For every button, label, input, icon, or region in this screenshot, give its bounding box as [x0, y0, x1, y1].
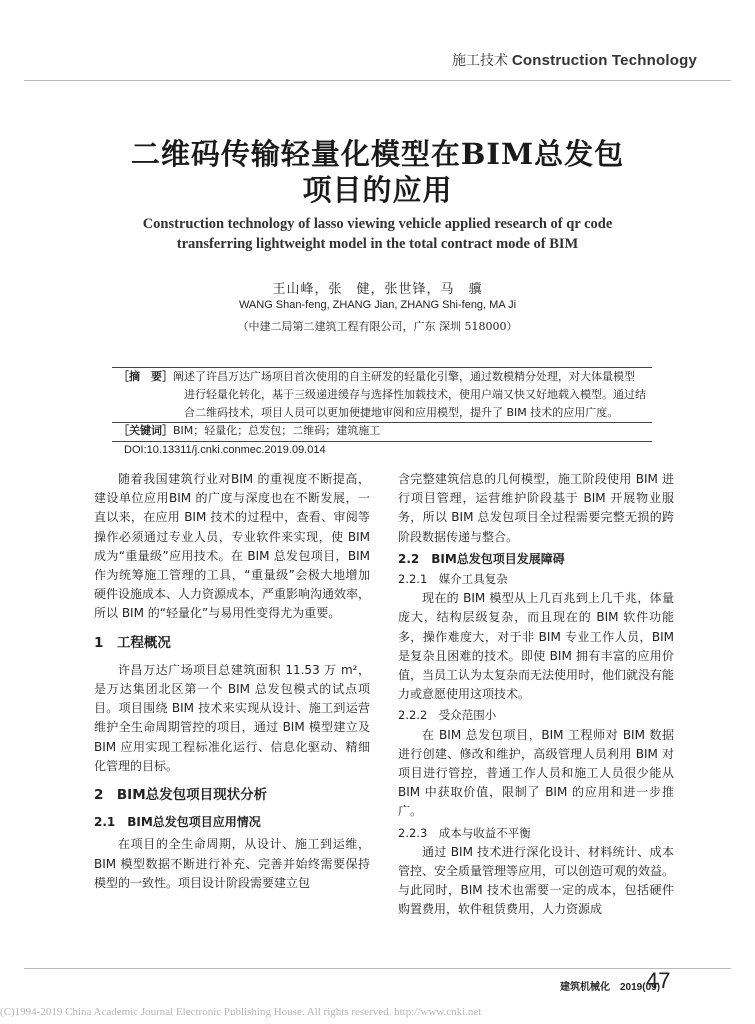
- page-number: 47: [646, 968, 671, 993]
- section-2-2-1-paragraph: 现在的 BIM 模型从上几百兆到上几千兆，体量庞大，结构层级复杂，而且现在的 BIM 软件功能多，操作难度大，对于非 BIM 专业工作人员，BIM 是复杂且困难的技术。即使 BIM 拥有丰富的应用价值，当员工认为太复杂而无法使用时，他们就没有能力或意愿使用这项技术。: [398, 591, 675, 702]
- running-header: [452, 50, 697, 70]
- section-2-1-paragraph: 在项目的全生命周期，从设计、施工到运维，BIM 模型数据不断进行补充、完善并始终需要保持模型的一致性。项目设计阶段需要建立包: [94, 837, 370, 890]
- keywords-label: ［关键词］: [118, 424, 173, 437]
- copyright-watermark: (C)1994-2019 China Academic Journal Electronic Publishing House. All rights reserved. http://www.cnki.net: [0, 1006, 482, 1018]
- footer-rule: [24, 968, 731, 969]
- abstract-line2: 进行轻量化转化，基于三级递进缓存与选择性加载技术，使用户端又快又好地载入模型。通过结: [184, 388, 646, 401]
- intro-paragraph: 随着我国建筑行业对BIM 的重视度不断提高，建设单位应用BIM 的广度与深度也在不断发展，一直以来，在应用 BIM 技术的过程中，查看、审阅等操作必须通过专业人员，专业软件来实现，使 BIM 成为“重量级”应用技术。在 BIM 总发包项目，BIM 作为统筹施工管理的工具，“重量级”会极大地增加硬件设施成本、人力资源成本，严重影响沟通效率，所以 BIM 的“轻量化”与易用性变得尤为重要。: [94, 472, 371, 621]
- section-2-2-heading: 2.2 BIM总发包项目发展障碍: [398, 551, 565, 566]
- continued-paragraph: 含完整建筑信息的几何模型，施工阶段使用 BIM 进行项目管理，运营维护阶段基于 BIM 开展物业服务，所以 BIM 总发包项目全过程需要完整无损的跨阶段数据传递与整合。: [398, 472, 674, 544]
- title-en-line1: Construction technology of lasso viewing vehicle applied research of qr code: [142, 216, 613, 232]
- section-2-heading: 2 BIM总发包项目现状分析: [94, 787, 268, 804]
- title-en-line2: transferring lightweight model in the total contract mode of BIM: [176, 236, 579, 252]
- section-2-2-1-heading: 2.2.1 媒介工具复杂: [398, 572, 508, 587]
- abstract: [118, 368, 654, 422]
- abstract-line1: 阐述了许昌万达广场项目首次使用的自主研发的轻量化引擎，通过数模精分处理，对大体量模型: [173, 370, 635, 383]
- section-1-heading: 1 工程概况: [94, 634, 171, 651]
- title-cn-line2: 项目的应用: [302, 173, 453, 207]
- right-column: [398, 470, 674, 920]
- section-1-paragraph: 许昌万达广场项目总建筑面积 11.53 万 m²，是万达集团北区第一个 BIM 总发包模式的试点项目。项目围绕 BIM 技术来实现从设计、施工到运营维护全生命周期管控的项目，通过 BIM 模型建立及 BIM 应用实现工程标准化运行、信息化驱动、精细化管理的目标。: [94, 662, 370, 773]
- authors-cn: 王山峰，张 健，张世锋，马 骥: [272, 282, 483, 297]
- footer-journal: 建筑机械化 2019(09): [560, 982, 661, 993]
- section-en: Construction Technology: [511, 52, 697, 69]
- title-cn: [0, 136, 755, 208]
- section-2-2-3-heading: 2.2.3 成本与收益不平衡: [398, 825, 531, 840]
- section-2-2-2-heading: 2.2.2 受众范围小: [398, 708, 497, 723]
- section-2-1-heading: 2.1 BIM总发包项目应用情况: [94, 815, 261, 830]
- keywords: [118, 422, 654, 440]
- title-cn-line1: 二维码传输轻量化模型在BIM总发包: [130, 137, 625, 171]
- abstract-bottom-rule: [112, 441, 652, 442]
- affiliation: （中建二局第二建筑工程有限公司，广东 深圳 518000）: [237, 320, 518, 333]
- section-2-2-3-paragraph: 通过 BIM 技术进行深化设计、材料统计、成本管控、安全质量管理等应用，可以创造可观的效益。与此同时，BIM 技术也需要一定的成本，包括硬件购置费用，软件租赁费用，人力资源成: [398, 844, 675, 917]
- section-2-2-2-paragraph: 在 BIM 总发包项目，BIM 工程师对 BIM 数据进行创建、修改和维护，高级管理人员利用 BIM 对项目进行管控，普通工作人员和施工人员很少能从 BIM 中获取价值，限制了 BIM 的应用和进一步推广。: [398, 727, 674, 819]
- left-column: [94, 470, 370, 893]
- authors-en: WANG Shan-feng, ZHANG Jian, ZHANG Shi-feng, MA Ji: [238, 299, 517, 311]
- section-cn: 施工技术: [451, 52, 508, 68]
- doi: DOI:10.13311/j.cnki.conmec.2019.09.014: [124, 444, 326, 456]
- header-rule: [24, 80, 731, 81]
- title-en: [0, 214, 755, 254]
- abstract-line3: 合二维码技术，项目人员可以更加便捷地审阅和应用模型，提升了 BIM 技术的应用广度。: [184, 406, 619, 419]
- keywords-text: BIM；轻量化；总发包；二维码；建筑施工: [173, 424, 381, 437]
- abstract-label: ［摘 要］: [118, 370, 173, 383]
